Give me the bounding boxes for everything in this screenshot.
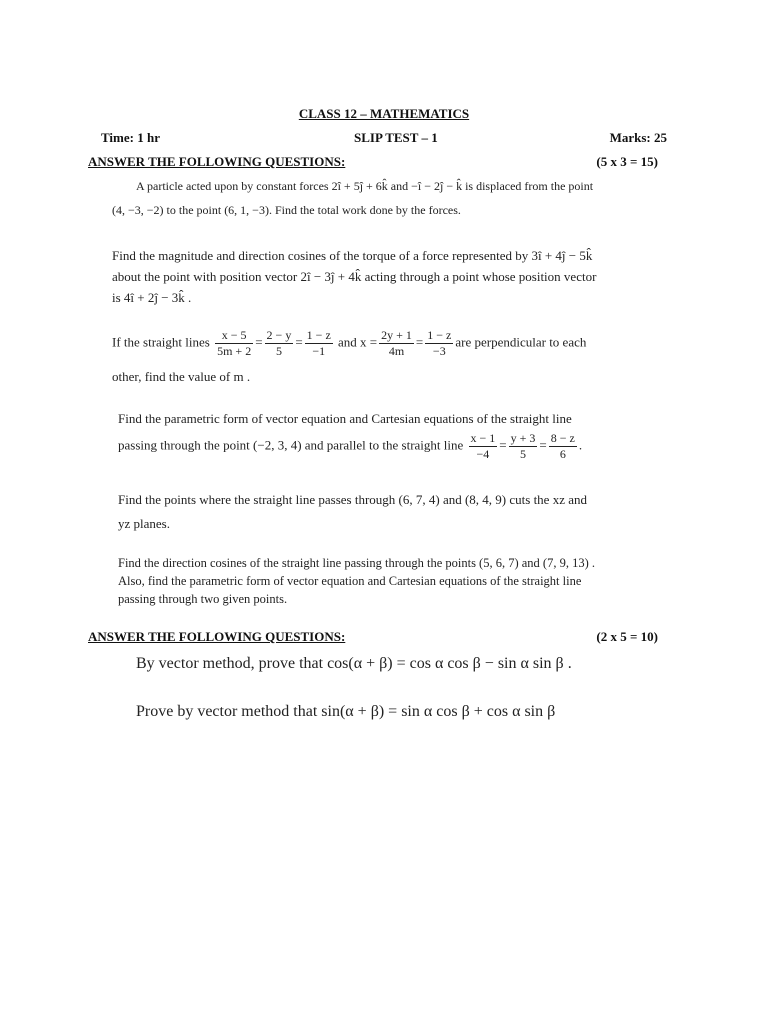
time-label: Time: 1 hr bbox=[101, 130, 160, 145]
section1-heading: ANSWER THE FOLLOWING QUESTIONS: bbox=[88, 154, 346, 169]
question-3-line-1: If the straight lines $\frac{x - 5}{5m + 2}$ = $\frac{2 - y}{5}$ = $\frac{1 - z}{-1}$ and x = $\frac{2y + 1}{4m}$ = $\frac{1 - z}{-3}$ are perpendicular to each bbox=[112, 328, 587, 358]
q4-fraction-1 bbox=[469, 431, 498, 462]
question-6-line-1: Find the direction cosines of the straight line passing through the points (5, 6, 7) and (7, 9, 13) . bbox=[118, 556, 596, 570]
q3-f5-num: 1 − z bbox=[427, 328, 452, 342]
q3-text-post: are perpendicular to each bbox=[455, 334, 587, 350]
question-3-line-2: other, find the value of m . bbox=[112, 369, 251, 384]
question-5-line-2: yz planes. bbox=[118, 516, 170, 531]
question-4-line-2: passing through the point (−2, 3, 4) and parallel to the straight line $\frac{x - 1}{-4}$ = $\frac{y + 3}{5}$ = $\frac{8 - z}{6}$ . bbox=[118, 431, 583, 461]
q4-f1-num: x − 1 bbox=[470, 431, 496, 445]
q3-f5-den: −3 bbox=[432, 344, 446, 358]
section1-scheme: (5 x 3 = 15) bbox=[596, 154, 658, 169]
section2-question-2: Prove by vector method that sin(α + β) = sin α cos β + cos α sin β bbox=[136, 703, 556, 720]
q4-f3-den: 6 bbox=[559, 447, 566, 461]
q3-text-pre: If the straight lines bbox=[112, 334, 210, 350]
question-5-line-1: Find the points where the straight line passes through (6, 7, 4) and (8, 4, 9) cuts the xz and bbox=[118, 492, 587, 507]
q3-text-xeq: x = bbox=[360, 334, 378, 350]
q4-f1-den: −4 bbox=[476, 447, 490, 461]
q3-f2-num: 2 − y bbox=[266, 328, 292, 342]
marks-label: Marks: 25 bbox=[609, 130, 667, 145]
q4-f2-den: 5 bbox=[520, 447, 527, 461]
section2-scheme: (2 x 5 = 10) bbox=[596, 629, 658, 644]
question-4-line-1: Find the parametric form of vector equation and Cartesian equations of the straight line bbox=[118, 411, 572, 426]
page-title: CLASS 12 – MATHEMATICS bbox=[298, 106, 470, 121]
q4-fraction-3 bbox=[549, 431, 577, 462]
test-label: SLIP TEST – 1 bbox=[354, 130, 438, 145]
question-2-line-3: is 4î + 2ĵ − 3k̂ . bbox=[112, 290, 192, 305]
question-1-line-2: (4, −3, −2) to the point (6, 1, −3). Find the total work done by the forces. bbox=[112, 203, 461, 217]
q3-f3-num: 1 − z bbox=[306, 328, 331, 342]
q3-f4-den: 4m bbox=[388, 344, 405, 358]
q3-f3-den: −1 bbox=[312, 344, 326, 358]
q3-f2-den: 5 bbox=[275, 344, 282, 358]
q3-fraction-2 bbox=[265, 328, 294, 359]
section2-heading: ANSWER THE FOLLOWING QUESTIONS: bbox=[88, 629, 346, 644]
q3-f4-num: 2y + 1 bbox=[381, 328, 412, 342]
q4-text-pre: passing through the point (−2, 3, 4) and parallel to the straight line bbox=[118, 437, 464, 453]
q4-f2-num: y + 3 bbox=[510, 431, 536, 445]
question-1-line-1: A particle acted upon by constant forces 2î + 5ĵ + 6k̂ and −î − 2ĵ − k̂ is displaced from the point bbox=[136, 179, 594, 193]
q3-fraction-1 bbox=[215, 328, 253, 359]
question-6-line-2: Also, find the parametric form of vector equation and Cartesian equations of the straight line bbox=[118, 574, 582, 588]
question-6-line-3: passing through two given points. bbox=[118, 592, 288, 606]
q3-fraction-4 bbox=[379, 328, 414, 359]
q3-fraction-3 bbox=[305, 328, 333, 359]
q4-f3-num: 8 − z bbox=[550, 431, 575, 445]
q3-f1-num: x − 5 bbox=[215, 328, 253, 344]
q4-text-end: . bbox=[578, 437, 583, 453]
question-2-line-2: about the point with position vector 2î − 3ĵ + 4k̂ acting through a point whose position vector bbox=[112, 269, 597, 284]
q3-text-and: and bbox=[338, 334, 357, 350]
q3-f1-den: 5m + 2 bbox=[217, 344, 252, 358]
q4-fraction-2 bbox=[509, 431, 538, 462]
q3-fraction-5 bbox=[425, 328, 453, 359]
question-2-line-1: Find the magnitude and direction cosines of the torque of a force represented by 3î + 4ĵ − 5k̂ bbox=[112, 248, 593, 263]
section2-question-1: By vector method, prove that cos(α + β) = cos α cos β − sin α sin β . bbox=[136, 655, 572, 672]
